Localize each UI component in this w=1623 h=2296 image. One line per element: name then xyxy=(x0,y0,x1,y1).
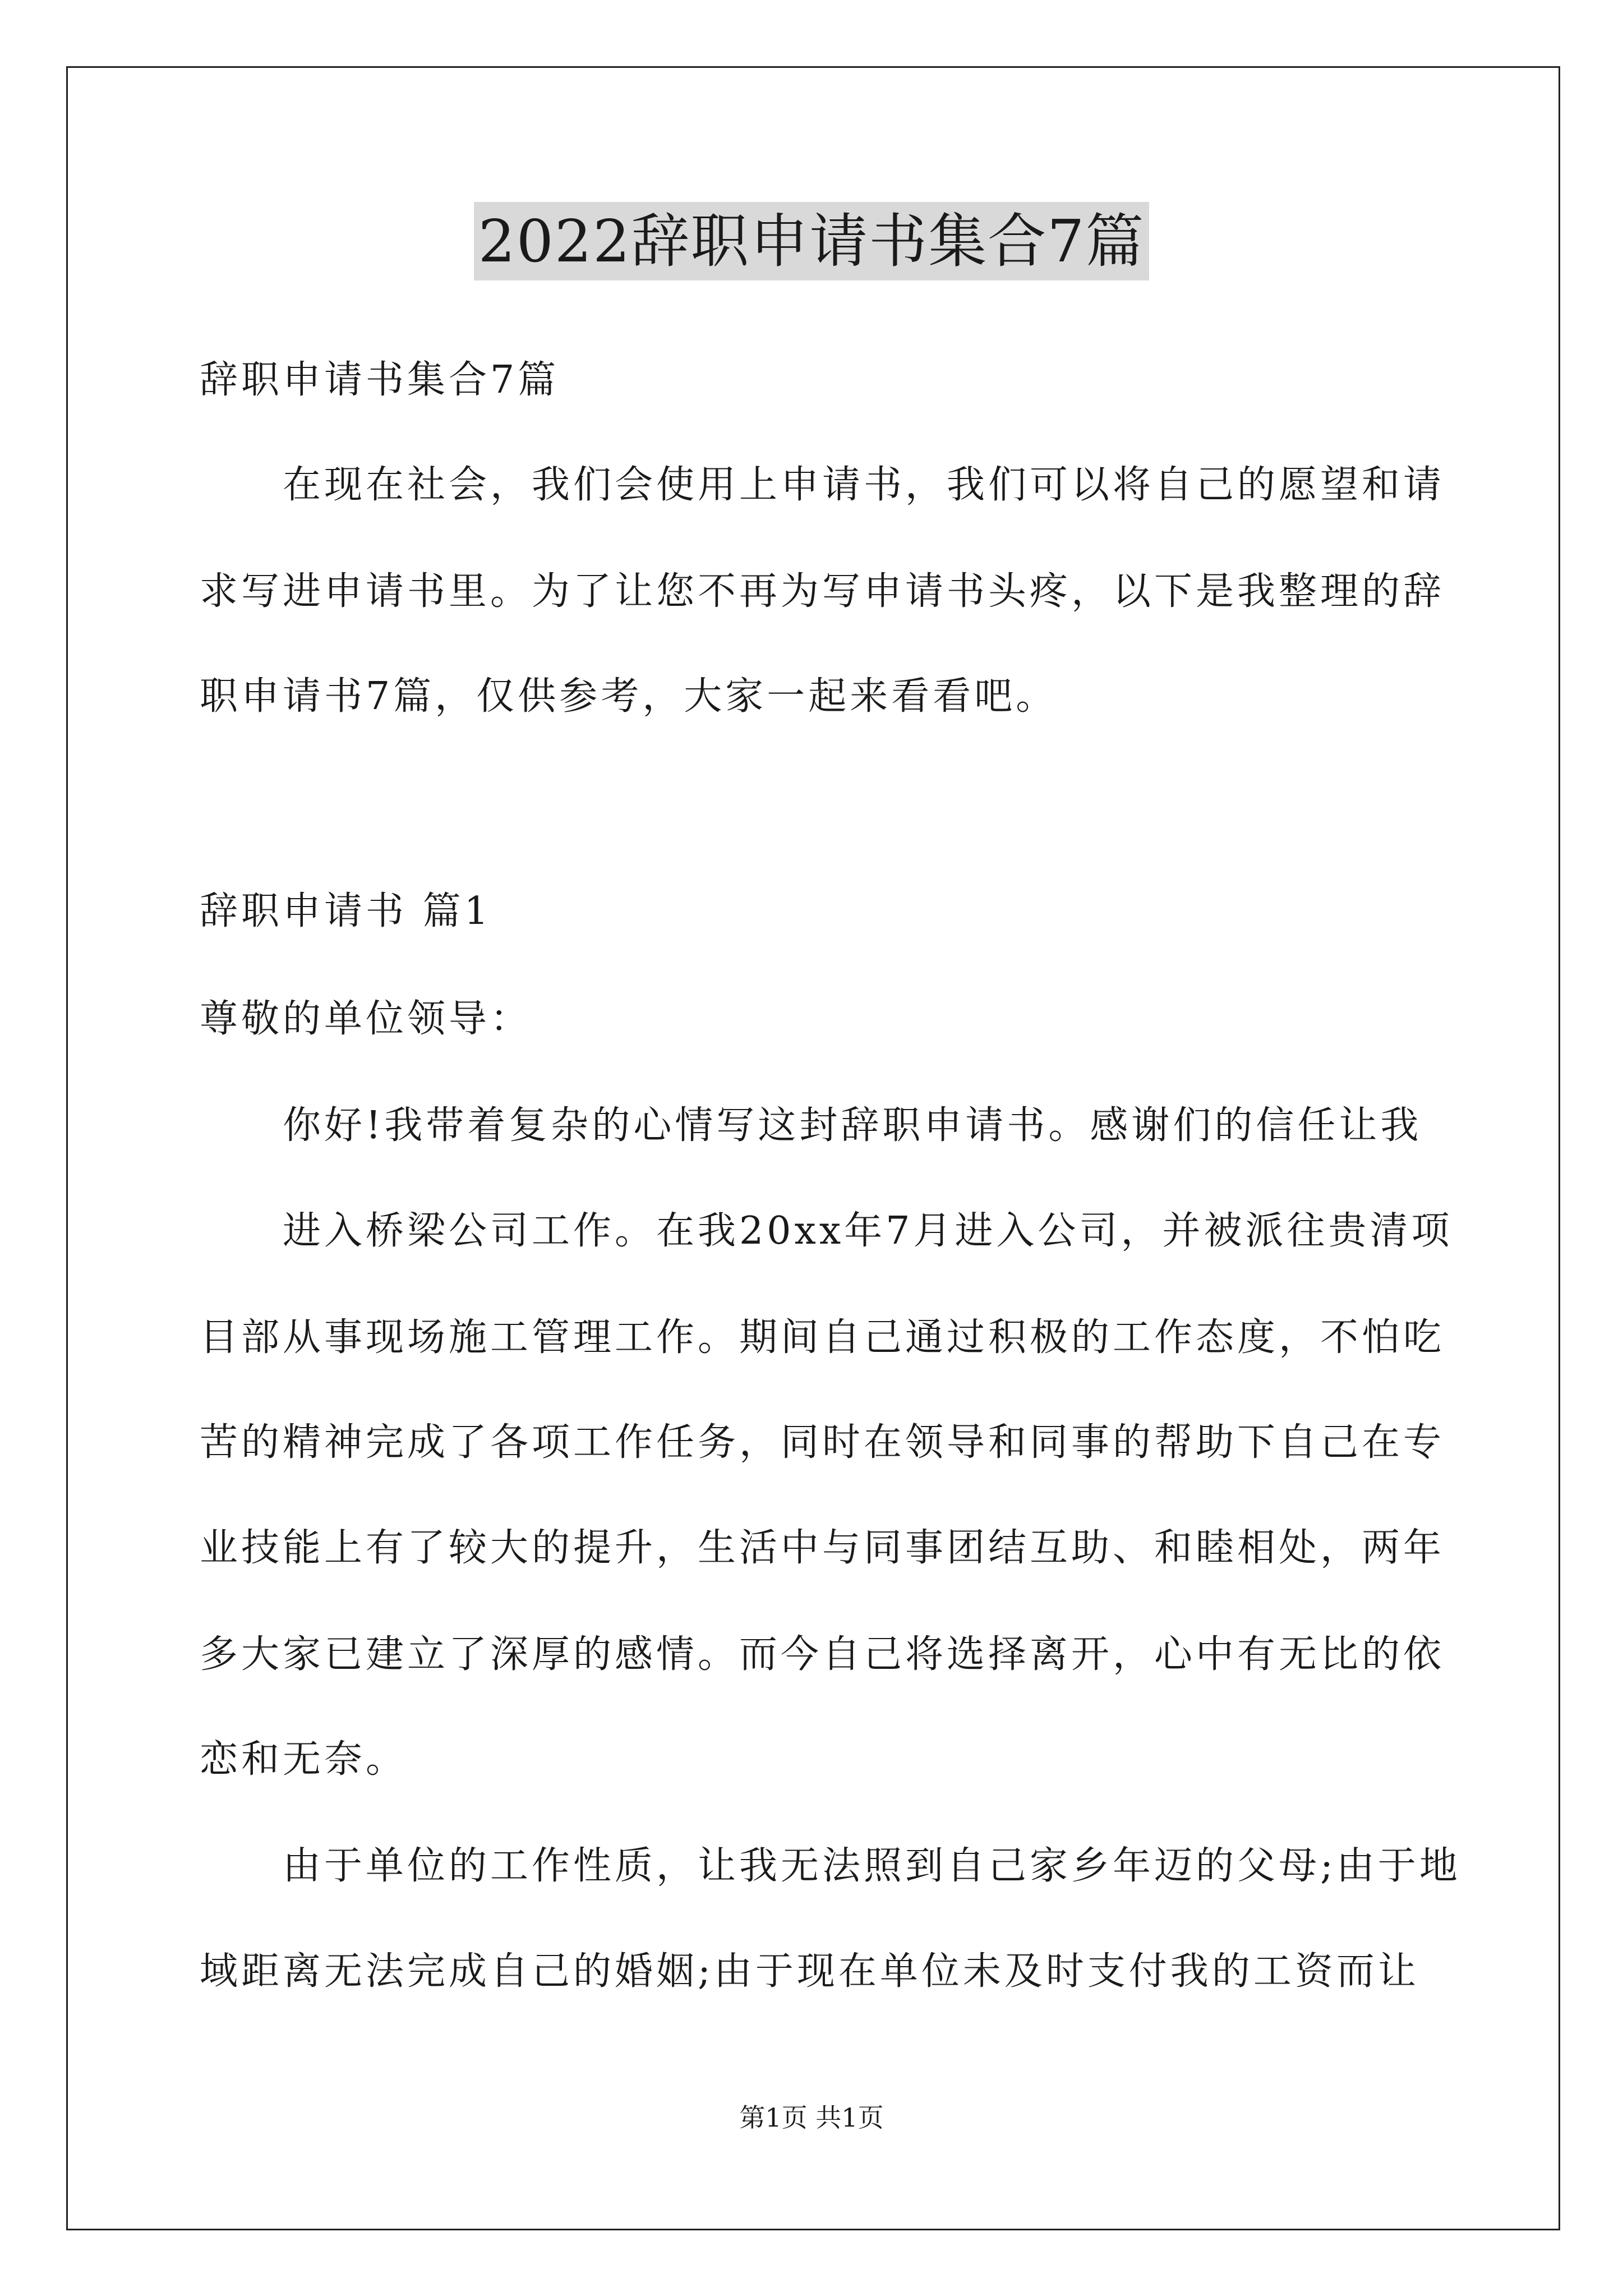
document-title: 2022辞职申请书集合7篇 xyxy=(474,202,1150,280)
paragraph-line: 你好!我带着复杂的心情写这封辞职申请书。感谢们的信任让我 xyxy=(283,1103,1422,1148)
paragraph-line: 进入桥梁公司工作。在我20xx年7月进入公司，并被派往贵清项 xyxy=(283,1209,1453,1253)
intro-line: 在现在社会，我们会使用上申请书，我们可以将自己的愿望和请 xyxy=(283,463,1445,507)
paragraph-line: 苦的精神完成了各项工作任务，同时在领导和同事的帮助下自己在专 xyxy=(200,1420,1445,1465)
salutation: 尊敬的单位领导： xyxy=(200,997,532,1041)
intro-line: 求写进申请书里。为了让您不再为写申请书头疼，以下是我整理的辞 xyxy=(200,569,1445,614)
paragraph-line: 目部从事现场施工管理工作。期间自己通过积极的工作态度，不怕吃 xyxy=(200,1315,1445,1360)
page-footer: 第1页 共1页 xyxy=(739,2102,884,2133)
title-block xyxy=(0,202,1623,280)
intro-line: 职申请书7篇，仅供参考，大家一起来看看吧。 xyxy=(200,674,1058,719)
paragraph-line: 由于单位的工作性质，让我无法照到自己家乡年迈的父母;由于地 xyxy=(283,1844,1461,1888)
paragraph-line: 业技能上有了较大的提升，生活中与同事团结互助、和睦相处，两年 xyxy=(200,1526,1445,1570)
subtitle: 辞职申请书集合7篇 xyxy=(200,358,560,402)
paragraph-line: 多大家已建立了深厚的感情。而今自己将选择离开，心中有无比的依 xyxy=(200,1632,1445,1677)
paragraph-line: 恋和无奈。 xyxy=(200,1737,408,1782)
paragraph-line: 域距离无法完成自己的婚姻;由于现在单位未及时支付我的工资而让 xyxy=(200,1949,1419,1994)
section-heading: 辞职申请书 篇1 xyxy=(200,889,492,933)
